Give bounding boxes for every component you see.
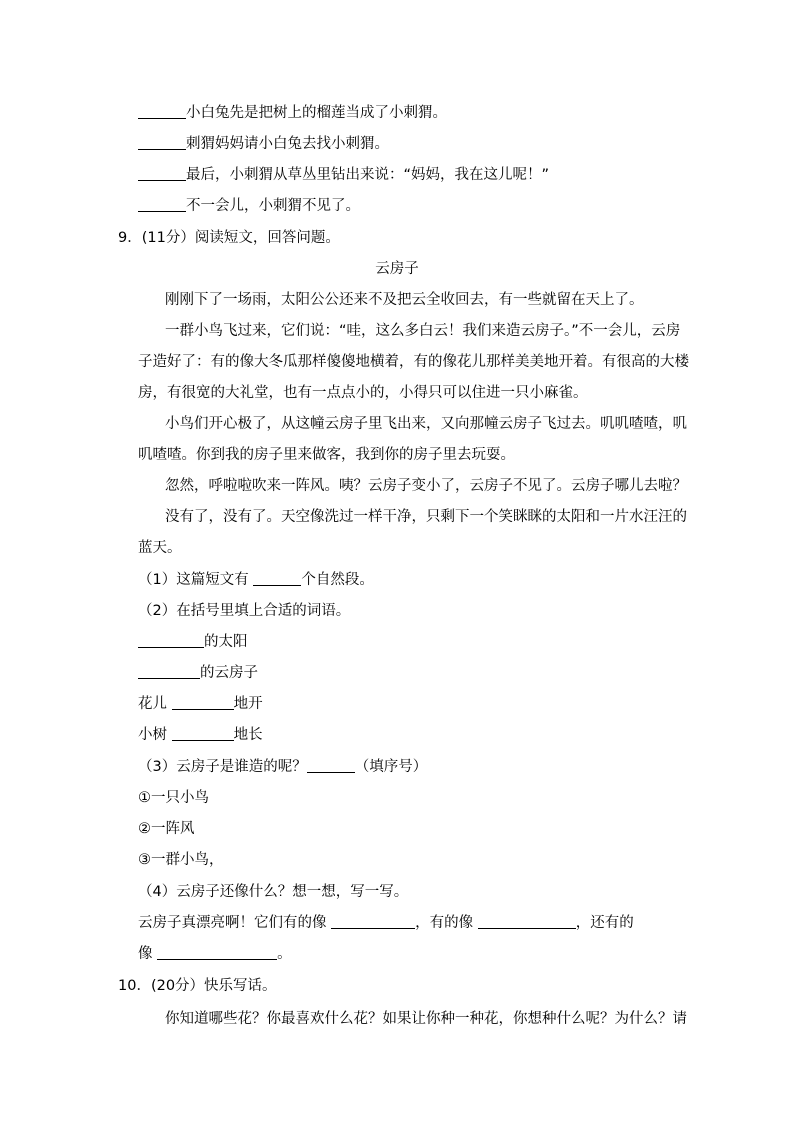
sub-question-4-line-2: 像 。 [138,946,292,962]
question-9-header: 9．(11分）阅读短文，回答问题。 [118,230,340,246]
order-item-1: 小白兔先是把树上的榴莲当成了小刺猬。 [138,104,447,122]
answer-blank[interactable] [138,166,186,181]
passage-line: 没有了，没有了。天空像洗过一样干净，只剩下一个笑眯眯的太阳和一片水汪汪的 [165,509,687,525]
sub-question-2-prompt: （2）在括号里填上合适的词语。 [138,603,351,619]
answer-blank[interactable] [138,197,186,212]
option-item: ③一群小鸟， [138,852,224,868]
answer-blank[interactable] [172,695,234,710]
option-item: ①一只小鸟 [138,790,209,806]
answer-blank[interactable] [172,726,234,741]
question-10-text: 你知道哪些花？你最喜欢什么花？如果让你种一种花，你想种什么呢？为什么？请 [165,1011,687,1027]
answer-blank[interactable] [138,633,204,648]
option-item: ②一阵风 [138,821,195,837]
question-10-header: 10．(20分）快乐写话。 [118,978,277,994]
sub-question-1: （1）这篇短文有 个自然段。 [138,572,374,588]
passage-line: 忽然，呼啦啦吹来一阵风。咦？云房子变小了，云房子不见了。云房子哪儿去啦？ [165,478,687,494]
passage-line: 蓝天。 [138,540,182,556]
sub-question-2-tree: 小树 地长 [138,727,263,743]
answer-blank[interactable] [138,664,200,679]
sub-question-2-flower: 花儿 地开 [138,696,263,712]
passage-line: 叽喳喳。你到我的房子里来做客，我到你的房子里去玩耍。 [138,447,515,463]
sub-question-4-prompt: （4）云房子还像什么？想一想，写一写。 [138,884,409,900]
sub-question-2-sun: 的太阳 [138,633,248,651]
answer-blank[interactable] [138,104,186,119]
order-item-4: 不一会儿，小刺猬不见了。 [138,197,360,215]
sub-question-4-line-1: 云房子真漂亮啊！它们有的像 ，有的像 ，还有的 [138,915,634,931]
passage-title: 云房子 [375,261,419,277]
answer-blank[interactable] [307,758,355,773]
passage-line: 小鸟们开心极了，从这幢云房子里飞出来，又向那幢云房子飞过去。叽叽喳喳，叽 [165,416,687,432]
answer-blank[interactable] [331,914,415,929]
order-item-2: 刺猬妈妈请小白兔去找小刺猬。 [138,135,389,153]
answer-blank[interactable] [253,571,301,586]
passage-line: 一群小鸟飞过来，它们说：“哇，这么多白云！我们来造云房子。”不一会儿，云房 [165,323,681,339]
passage-line: 刚刚下了一场雨，太阳公公还来不及把云全收回去，有一些就留在天上了。 [165,292,644,308]
answer-blank[interactable] [138,135,186,150]
answer-blank[interactable] [157,945,277,960]
passage-line: 子造好了：有的像大冬瓜那样傻傻地横着，有的像花儿那样美美地开着。有很高的大楼 [138,354,689,370]
passage-line: 房，有很宽的大礼堂，也有一点点小的，小得只可以住进一只小麻雀。 [138,385,588,401]
order-item-3: 最后，小刺猬从草丛里钻出来说：“妈妈，我在这儿呢！” [138,166,549,184]
answer-blank[interactable] [478,914,576,929]
sub-question-3: （3）云房子是谁造的呢？ （填序号） [138,759,428,775]
sub-question-2-cloud: 的云房子 [138,664,258,682]
